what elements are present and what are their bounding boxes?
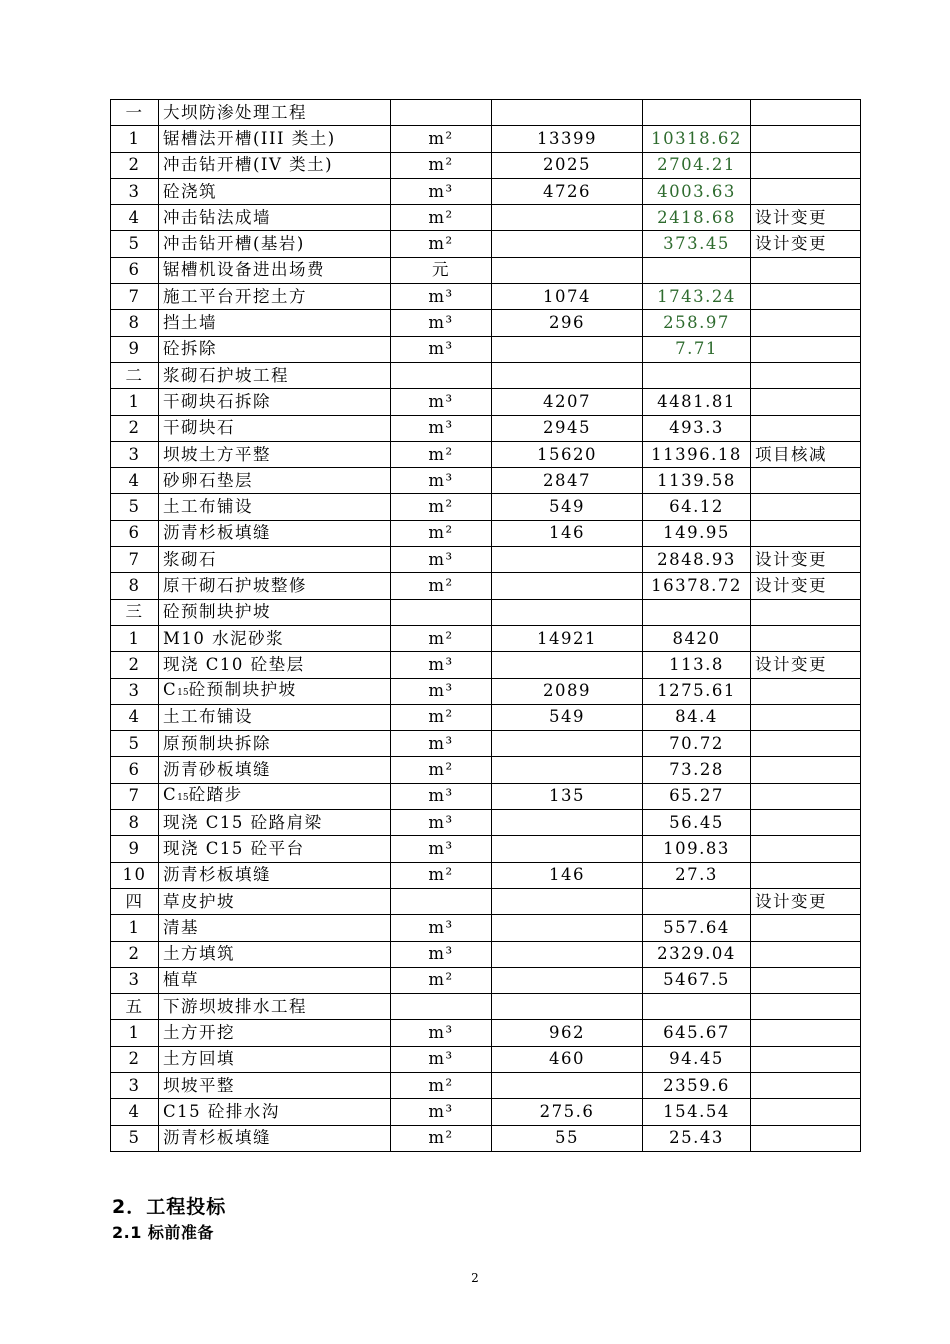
cell-item-name: 冲击钻开槽(基岩) [159,231,391,257]
cell-item-name: 干砌块石 [159,415,391,441]
cell-remark [751,415,861,441]
cell-original-quantity [492,888,643,914]
cell-item-no: 7 [111,783,159,809]
cell-unit: m³ [391,389,492,415]
table-row [111,520,861,546]
cell-unit: m³ [391,783,492,809]
table-row [111,336,861,362]
cell-item-name: 现浇 C15 砼路肩梁 [159,810,391,836]
cell-item-name: 冲击钻法成墙 [159,205,391,231]
table-row [111,941,861,967]
table-row [111,731,861,757]
cell-unit: m² [391,126,492,152]
table-section-row [111,100,861,126]
cell-actual-quantity [643,599,751,625]
table-row [111,704,861,730]
cell-remark [751,862,861,888]
cell-remark: 设计变更 [751,205,861,231]
cell-actual-quantity: 7.71 [643,336,751,362]
table-section-row [111,888,861,914]
cell-remark [751,362,861,388]
cell-original-quantity [492,1072,643,1098]
cell-item-name: C15 砼排水沟 [159,1099,391,1125]
cell-remark [751,1099,861,1125]
cell-item-no: 3 [111,967,159,993]
cell-item-name: M10 水泥砂浆 [159,625,391,651]
cell-unit: m² [391,757,492,783]
cell-original-quantity [492,547,643,573]
cell-item-name: 坝坡平整 [159,1072,391,1098]
name-rest: 砼预制块护坡 [188,679,297,699]
cell-remark [751,915,861,941]
name-prefix: C [163,784,178,804]
cell-unit: m² [391,967,492,993]
cell-actual-quantity: 1275.61 [643,678,751,704]
cell-unit: 元 [391,257,492,283]
cell-item-name: 土方回填 [159,1046,391,1072]
cell-original-quantity: 549 [492,494,643,520]
cell-item-name: 砼预制块护坡 [159,599,391,625]
cell-actual-quantity: 4481.81 [643,389,751,415]
cell-remark [751,994,861,1020]
table-row [111,284,861,310]
cell-actual-quantity: 2359.6 [643,1072,751,1098]
cell-remark [751,836,861,862]
cell-actual-quantity [643,257,751,283]
cell-item-no: 8 [111,310,159,336]
cell-remark [751,336,861,362]
cell-original-quantity [492,100,643,126]
table-row [111,836,861,862]
cell-item-no: 5 [111,231,159,257]
cell-actual-quantity: 94.45 [643,1046,751,1072]
cell-unit: m³ [391,310,492,336]
cell-item-no: 五 [111,994,159,1020]
cell-actual-quantity: 493.3 [643,415,751,441]
cell-unit: m³ [391,1046,492,1072]
cell-unit: m² [391,1125,492,1151]
cell-item-no: 4 [111,1099,159,1125]
cell-item-no: 5 [111,494,159,520]
cell-item-no: 3 [111,678,159,704]
cell-remark [751,967,861,993]
cell-remark [751,257,861,283]
cell-original-quantity: 135 [492,783,643,809]
cell-unit [391,599,492,625]
cell-unit: m³ [391,547,492,573]
cell-original-quantity: 4207 [492,389,643,415]
cell-unit: m² [391,520,492,546]
table-row [111,1046,861,1072]
cell-item-name: 草皮护坡 [159,888,391,914]
cell-actual-quantity: 645.67 [643,1020,751,1046]
cell-item-name: 挡土墙 [159,310,391,336]
cell-item-name: 砼浇筑 [159,178,391,204]
cell-item-no: 5 [111,1125,159,1151]
cell-item-no: 二 [111,362,159,388]
cell-actual-quantity: 16378.72 [643,573,751,599]
cell-item-no: 9 [111,336,159,362]
cell-actual-quantity: 70.72 [643,731,751,757]
cell-remark [751,599,861,625]
cell-item-name: 浆砌石 [159,547,391,573]
cell-actual-quantity: 11396.18 [643,441,751,467]
cell-item-name [159,678,391,704]
cell-remark [751,810,861,836]
cell-actual-quantity: 4003.63 [643,178,751,204]
cell-original-quantity: 15620 [492,441,643,467]
cell-actual-quantity: 73.28 [643,757,751,783]
cell-original-quantity: 55 [492,1125,643,1151]
cell-remark [751,152,861,178]
cell-actual-quantity: 27.3 [643,862,751,888]
cell-item-name: 现浇 C10 砼垫层 [159,652,391,678]
cell-remark [751,100,861,126]
table-row [111,152,861,178]
cell-item-name: 土方开挖 [159,1020,391,1046]
cell-unit: m² [391,152,492,178]
cell-item-name: 土工布铺设 [159,704,391,730]
cell-item-no: 7 [111,284,159,310]
cell-unit: m³ [391,415,492,441]
cell-remark [751,731,861,757]
cell-item-no: 2 [111,415,159,441]
cell-unit: m³ [391,836,492,862]
table-row [111,625,861,651]
table-row [111,468,861,494]
cell-unit: m² [391,494,492,520]
cell-actual-quantity [643,362,751,388]
table-row [111,678,861,704]
name-rest: 砼踏步 [188,784,243,804]
table-row [111,415,861,441]
cell-actual-quantity: 113.8 [643,652,751,678]
cell-actual-quantity: 557.64 [643,915,751,941]
table-section-row [111,599,861,625]
cell-remark [751,1020,861,1046]
quantity-table-body [111,100,861,1152]
cell-original-quantity: 549 [492,704,643,730]
cell-original-quantity: 146 [492,862,643,888]
cell-item-no: 8 [111,573,159,599]
cell-item-no: 1 [111,389,159,415]
cell-actual-quantity: 373.45 [643,231,751,257]
name-subscript: 15 [177,792,189,803]
cell-original-quantity [492,731,643,757]
cell-original-quantity: 275.6 [492,1099,643,1125]
cell-original-quantity [492,573,643,599]
cell-original-quantity: 1074 [492,284,643,310]
cell-original-quantity [492,336,643,362]
cell-item-no: 2 [111,1046,159,1072]
cell-unit [391,362,492,388]
cell-item-no: 8 [111,810,159,836]
cell-actual-quantity: 10318.62 [643,126,751,152]
cell-original-quantity: 962 [492,1020,643,1046]
cell-unit: m² [391,441,492,467]
cell-item-no: 6 [111,520,159,546]
cell-remark [751,704,861,730]
cell-item-name: 施工平台开挖土方 [159,284,391,310]
cell-original-quantity: 2089 [492,678,643,704]
table-row [111,652,861,678]
cell-unit: m² [391,704,492,730]
cell-unit: m³ [391,652,492,678]
table-row [111,257,861,283]
cell-item-name: 土方填筑 [159,941,391,967]
cell-item-name: 沥青杉板填缝 [159,520,391,546]
table-row [111,573,861,599]
name-subscript: 15 [177,687,189,698]
name-prefix: C [163,679,178,699]
cell-actual-quantity: 149.95 [643,520,751,546]
cell-remark [751,468,861,494]
cell-remark: 设计变更 [751,573,861,599]
cell-original-quantity [492,810,643,836]
cell-unit: m³ [391,941,492,967]
cell-item-no: 2 [111,652,159,678]
cell-item-no: 2 [111,941,159,967]
table-row [111,310,861,336]
cell-actual-quantity: 2704.21 [643,152,751,178]
cell-original-quantity [492,205,643,231]
cell-unit: m³ [391,468,492,494]
table-row [111,494,861,520]
cell-unit: m³ [391,1099,492,1125]
table-row [111,1072,861,1098]
cell-unit: m² [391,625,492,651]
table-row [111,967,861,993]
cell-unit: m³ [391,915,492,941]
cell-actual-quantity: 84.4 [643,704,751,730]
cell-unit: m³ [391,284,492,310]
cell-original-quantity: 13399 [492,126,643,152]
cell-item-name: 原干砌石护坡整修 [159,573,391,599]
cell-remark [751,1072,861,1098]
cell-item-no: 一 [111,100,159,126]
cell-remark [751,1046,861,1072]
cell-actual-quantity: 64.12 [643,494,751,520]
cell-actual-quantity: 2848.93 [643,547,751,573]
cell-remark [751,520,861,546]
cell-remark: 设计变更 [751,547,861,573]
cell-original-quantity [492,362,643,388]
cell-actual-quantity: 56.45 [643,810,751,836]
cell-item-name: 沥青杉板填缝 [159,862,391,888]
cell-original-quantity [492,231,643,257]
cell-actual-quantity [643,100,751,126]
cell-item-name: 原预制块拆除 [159,731,391,757]
cell-original-quantity [492,836,643,862]
cell-unit: m³ [391,336,492,362]
cell-original-quantity: 296 [492,310,643,336]
cell-item-no: 1 [111,625,159,651]
cell-actual-quantity: 154.54 [643,1099,751,1125]
cell-actual-quantity: 65.27 [643,783,751,809]
cell-item-name: 浆砌石护坡工程 [159,362,391,388]
cell-item-name: 现浇 C15 砼平台 [159,836,391,862]
cell-original-quantity [492,941,643,967]
table-row [111,1020,861,1046]
cell-original-quantity: 146 [492,520,643,546]
cell-remark [751,389,861,415]
cell-original-quantity: 460 [492,1046,643,1072]
cell-original-quantity [492,652,643,678]
cell-item-no: 6 [111,257,159,283]
cell-item-no: 3 [111,178,159,204]
cell-unit: m³ [391,678,492,704]
cell-unit: m³ [391,1020,492,1046]
cell-unit: m³ [391,178,492,204]
cell-actual-quantity: 2418.68 [643,205,751,231]
cell-remark: 项目核减 [751,441,861,467]
table-row [111,1125,861,1151]
cell-remark [751,1125,861,1151]
table-row [111,231,861,257]
table-row [111,1099,861,1125]
cell-unit: m³ [391,731,492,757]
cell-item-name: 大坝防渗处理工程 [159,100,391,126]
section-heading-bidding: 2．工程投标 [112,1196,227,1218]
cell-item-no: 9 [111,836,159,862]
cell-original-quantity [492,994,643,1020]
cell-remark [751,126,861,152]
cell-item-name: 锯槽机设备进出场费 [159,257,391,283]
table-section-row [111,994,861,1020]
table-row [111,783,861,809]
cell-item-name: 沥青杉板填缝 [159,1125,391,1151]
cell-unit: m² [391,1072,492,1098]
cell-original-quantity: 4726 [492,178,643,204]
cell-item-no: 7 [111,547,159,573]
cell-unit [391,994,492,1020]
cell-item-no: 1 [111,915,159,941]
subsection-heading-prep: 2.1 标前准备 [112,1223,214,1242]
cell-item-no: 3 [111,1072,159,1098]
cell-item-name: 沥青砂板填缝 [159,757,391,783]
cell-item-name: 土工布铺设 [159,494,391,520]
cell-item-no: 2 [111,152,159,178]
cell-item-name [159,783,391,809]
table-row [111,205,861,231]
cell-actual-quantity: 109.83 [643,836,751,862]
cell-remark: 设计变更 [751,888,861,914]
cell-item-no: 4 [111,468,159,494]
table-row [111,389,861,415]
cell-item-name: 植草 [159,967,391,993]
cell-unit [391,100,492,126]
cell-item-no: 10 [111,862,159,888]
cell-remark [751,783,861,809]
cell-item-no: 4 [111,704,159,730]
quantity-table [110,99,861,1152]
cell-item-no: 4 [111,205,159,231]
cell-original-quantity: 2945 [492,415,643,441]
cell-item-name: 锯槽法开槽(III 类土) [159,126,391,152]
cell-original-quantity: 2025 [492,152,643,178]
table-row [111,178,861,204]
table-row [111,915,861,941]
cell-item-no: 四 [111,888,159,914]
cell-unit [391,888,492,914]
cell-unit: m² [391,231,492,257]
cell-item-name: 冲击钻开槽(IV 类土) [159,152,391,178]
table-row [111,441,861,467]
cell-item-no: 3 [111,441,159,467]
cell-actual-quantity [643,994,751,1020]
cell-remark: 设计变更 [751,231,861,257]
cell-remark: 设计变更 [751,652,861,678]
cell-original-quantity [492,757,643,783]
cell-item-name: 下游坝坡排水工程 [159,994,391,1020]
cell-item-name: 坝坡土方平整 [159,441,391,467]
cell-actual-quantity [643,888,751,914]
cell-remark [751,310,861,336]
cell-item-no: 6 [111,757,159,783]
cell-unit: m³ [391,810,492,836]
table-row [111,126,861,152]
cell-item-name: 砂卵石垫层 [159,468,391,494]
table-section-row [111,362,861,388]
cell-item-no: 三 [111,599,159,625]
cell-item-name: 砼拆除 [159,336,391,362]
cell-remark [751,178,861,204]
cell-original-quantity: 14921 [492,625,643,651]
cell-original-quantity [492,257,643,283]
cell-unit: m² [391,573,492,599]
cell-item-name: 干砌块石拆除 [159,389,391,415]
cell-unit: m² [391,862,492,888]
cell-actual-quantity: 1139.58 [643,468,751,494]
cell-actual-quantity: 1743.24 [643,284,751,310]
cell-actual-quantity: 5467.5 [643,967,751,993]
cell-actual-quantity: 2329.04 [643,941,751,967]
cell-original-quantity: 2847 [492,468,643,494]
cell-original-quantity [492,599,643,625]
cell-item-no: 1 [111,1020,159,1046]
cell-remark [751,678,861,704]
table-row [111,547,861,573]
cell-actual-quantity: 25.43 [643,1125,751,1151]
table-row [111,862,861,888]
cell-item-no: 1 [111,126,159,152]
cell-remark [751,941,861,967]
cell-item-name: 清基 [159,915,391,941]
cell-remark [751,284,861,310]
cell-original-quantity [492,967,643,993]
cell-unit: m² [391,205,492,231]
cell-original-quantity [492,915,643,941]
table-row [111,810,861,836]
cell-item-no: 5 [111,731,159,757]
cell-actual-quantity: 8420 [643,625,751,651]
cell-remark [751,494,861,520]
cell-remark [751,757,861,783]
cell-actual-quantity: 258.97 [643,310,751,336]
page-number: 2 [471,1271,479,1285]
cell-remark [751,625,861,651]
table-row [111,757,861,783]
